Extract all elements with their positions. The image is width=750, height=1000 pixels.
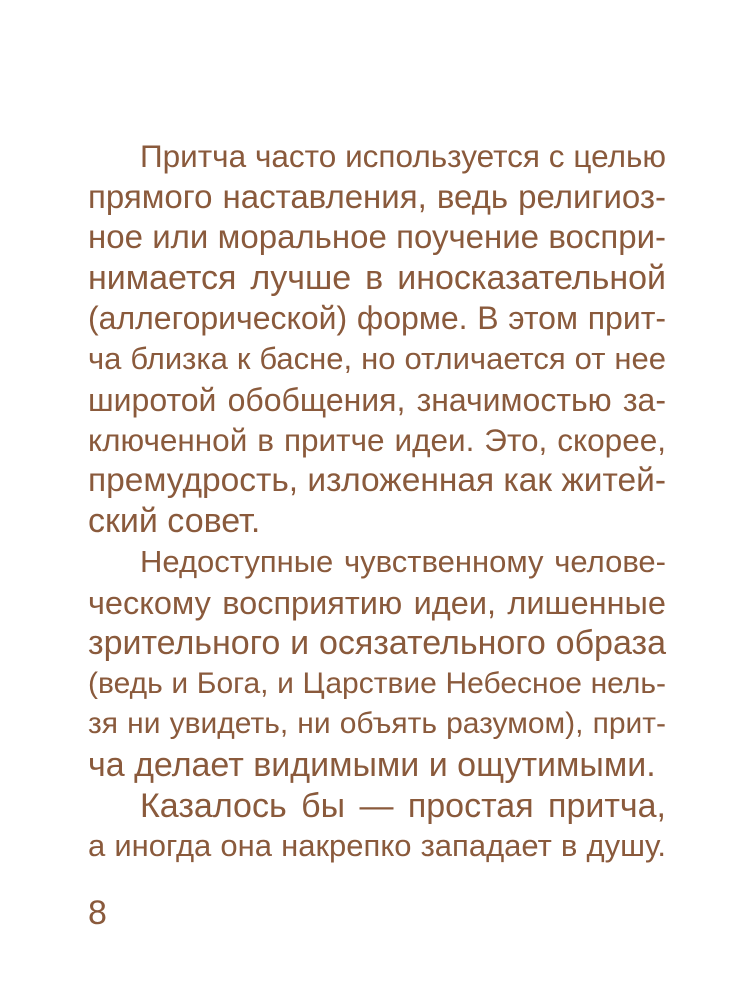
- text-line: а иногда она накрепко западает в душу.: [88, 828, 666, 864]
- text-line: (аллегорической) форме. В этом прит-: [88, 300, 666, 337]
- text-line: прямого наставления, ведь религиоз-: [88, 177, 666, 215]
- text-line: Притча часто используется с целью: [140, 138, 666, 174]
- text-line: Недоступные чувственному челове-: [140, 543, 666, 579]
- text-line: ский совет.: [88, 502, 261, 541]
- text-line: (ведь и Бога, и Царствие Небесное нель-: [88, 666, 666, 700]
- text-line: ча близка к басне, но отличается от нее: [88, 340, 666, 376]
- text-line: премудрость, изложенная как житей-: [88, 461, 666, 499]
- text-line: нимается лучше в иносказательной: [88, 258, 666, 297]
- text-line: зрительного и осязательного образа: [88, 624, 666, 663]
- text-line: зя ни увидеть, ни объять разумом), прит-: [88, 707, 666, 741]
- text-line: ключенной в притче идеи. Это, скорее,: [88, 422, 666, 459]
- text-line: ное или моральное поучение воспри-: [88, 218, 666, 256]
- page-number: 8: [88, 894, 107, 932]
- text-line: ча делает видимыми и ощутимыми.: [88, 745, 656, 784]
- text-line: ческому восприятию идеи, лишенные: [88, 584, 666, 621]
- text-line: широтой обобщения, значимостью за-: [88, 381, 666, 418]
- body-text: [88, 136, 666, 867]
- text-line: Казалось бы — простая притча,: [140, 786, 666, 825]
